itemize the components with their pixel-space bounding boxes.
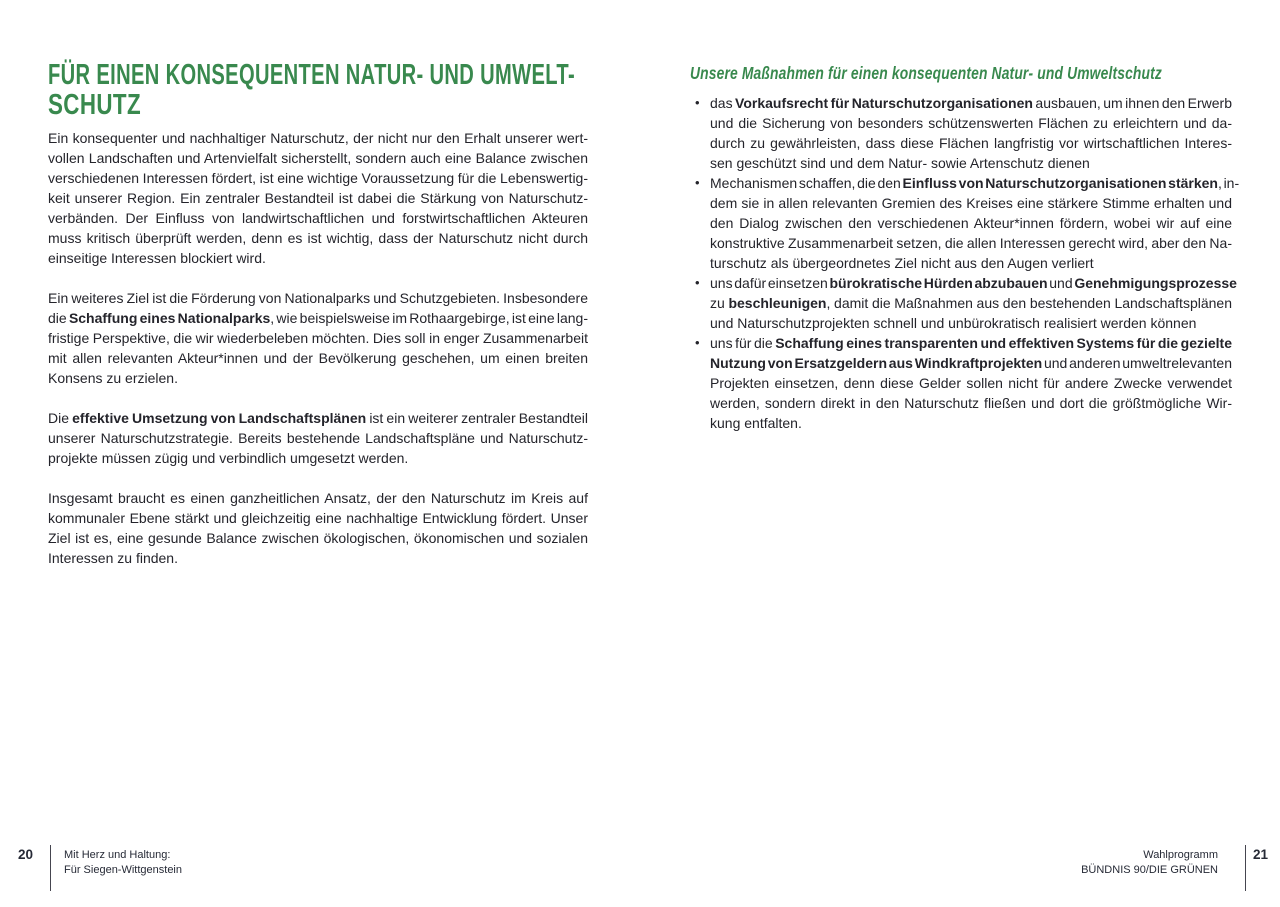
page-number-right: 21 (1253, 847, 1269, 862)
measures-subheading (690, 63, 1232, 83)
text-line: verbänden. Der Einfluss von landwirtschaftlichen und forstwirtschaftlichen Akteuren (48, 210, 588, 226)
page-title-text-1: FÜR EINEN KONSEQUENTEN NATUR- UND UMWELT- (48, 59, 575, 91)
footer-right-line-2: BÜNDNIS 90/DIE GRÜNEN (1081, 864, 1218, 876)
footer-left-line-1: Mit Herz und Haltung: (64, 849, 171, 861)
page-title (48, 60, 608, 120)
page-title-text-2: SCHUTZ (48, 89, 141, 121)
bullet-marker: • (695, 275, 700, 290)
paragraph (48, 288, 588, 388)
text-line: fristige Perspektive, die wir wiederbeleben möchten. Dies soll in enger Zusammenarbeit (48, 330, 588, 346)
footer-divider-right (1245, 845, 1246, 891)
bullet-marker: • (695, 335, 700, 350)
text-line: sen geschützt sind und dem Natur- sowie Artenschutz dienen (710, 155, 1090, 171)
text-line: turschutz als übergeordnetes Ziel nicht aus den Augen verliert (710, 255, 1094, 271)
footer-divider-left (50, 845, 51, 891)
footer-right-line-1: Wahlprogramm (1143, 849, 1218, 861)
page-title-line-2 (48, 90, 608, 120)
text-line: Ein konsequenter und nachhaltiger Naturschutz, der nicht nur den Erhalt unserer wert- (48, 130, 588, 146)
footer-right (1081, 848, 1218, 878)
bullet-item (690, 273, 1237, 333)
text-line: verschiedenen Interessen fördert, ist eine wichtige Voraussetzung für die Lebenswertig- (48, 170, 588, 186)
text-line: kommunaler Ebene stärkt und gleichzeitig eine nachhaltige Entwicklung fördert. Unser (48, 510, 588, 526)
page-title-line-1 (48, 60, 608, 90)
bullet-item (690, 173, 1240, 273)
bullet-item (690, 93, 1232, 173)
paragraph (48, 488, 588, 568)
page-number-left: 20 (18, 847, 34, 862)
text-line: Projekten einsetzen, denn diese Gelder sollen nicht für andere Zwecke verwendet (710, 375, 1232, 391)
text-line: mit allen relevanten Akteur*innen und der Bevölkerung geschehen, um einen breiten (48, 350, 588, 366)
text-line: Die effektive Umsetzung von Landschaftsplänen ist ein weiterer zentraler Bestandteil (48, 410, 588, 426)
text-line: uns für die Schaffung eines transparenten und effektiven Systems für die gezielte (710, 335, 1232, 351)
text-line: Konsens zu erzielen. (48, 370, 178, 386)
text-line: keit unserer Region. Ein zentraler Bestandteil ist dabei die Stärkung von Naturschutz- (48, 190, 588, 206)
footer-left (64, 848, 182, 878)
text-line: Nutzung von Ersatzgeldern aus Windkraftprojekten und anderen umweltrelevanten (710, 355, 1232, 371)
text-line: Ein weiteres Ziel ist die Förderung von Nationalparks und Schutzgebieten. Insbesondere (48, 290, 588, 306)
text-line: dem sie in allen relevanten Gremien des Kreises eine stärkere Stimme erhalten und (710, 195, 1232, 211)
left-body-text (48, 128, 588, 588)
text-line: projekte müssen zügig und verbindlich umgesetzt werden. (48, 450, 409, 466)
text-line: den Dialog zwischen den verschiedenen Akteur*innen fördern, wobei wir auf eine (710, 215, 1232, 231)
text-line: durch zu gewährleisten, dass diese Flächen langfristig vor wirtschaftlichen Interes- (710, 135, 1232, 151)
measures-bullet-list (690, 93, 1240, 433)
text-line: uns dafür einsetzen bürokratische Hürden abzubauen und Genehmigungsprozesse (710, 275, 1237, 291)
bullet-marker: • (695, 95, 700, 110)
text-line: vollen Landschaften und Artenvielfalt sicherstellt, sondern auch eine Balance zwischen (48, 150, 588, 166)
paragraph (48, 128, 588, 268)
text-line: und die Sicherung von besonders schützenswerten Flächen zu erleichtern und da- (710, 115, 1232, 131)
measures-subheading-text: Unsere Maßnahmen für einen konsequenten Natur- und Umweltschutz (690, 63, 1162, 83)
footer-left-line-2: Für Siegen-Wittgenstein (64, 864, 182, 876)
text-line: kung entfalten. (710, 415, 802, 431)
text-line: unserer Naturschutzstrategie. Bereits bestehende Landschaftspläne und Naturschutz- (48, 430, 588, 446)
text-line: einseitige Interessen blockiert wird. (48, 250, 266, 266)
text-line: muss kritisch überprüft werden, denn es ist wichtig, dass der Naturschutz nicht durch (48, 230, 588, 246)
text-line: Mechanismen schaffen, die den Einfluss von Naturschutzorganisationen stärken, in- (710, 175, 1240, 191)
text-line: werden, sondern direkt in den Naturschutz fließen und dort die größtmögliche Wir- (710, 395, 1232, 411)
text-line: die Schaffung eines Nationalparks, wie beispielsweise im Rothaargebirge, ist eine lang- (48, 310, 588, 326)
text-line: zu beschleunigen, damit die Maßnahmen aus den bestehenden Landschaftsplänen (710, 295, 1232, 311)
text-line: Interessen zu finden. (48, 550, 178, 566)
text-line: konstruktive Zusammenarbeit setzen, die allen Interessen gerecht wird, aber den Na- (710, 235, 1232, 251)
text-line: Ziel ist es, eine gesunde Balance zwischen ökologischen, ökonomischen und sozialen (48, 530, 588, 546)
text-line: und Naturschutzprojekten schnell und unbürokratisch realisiert werden können (710, 315, 1197, 331)
paragraph (48, 408, 588, 468)
text-line: Insgesamt braucht es einen ganzheitlichen Ansatz, der den Naturschutz im Kreis auf (48, 490, 588, 506)
right-column (690, 63, 1240, 433)
bullet-marker: • (695, 175, 700, 190)
bullet-item (690, 333, 1232, 433)
text-line: das Vorkaufsrecht für Naturschutzorganisationen ausbauen, um ihnen den Erwerb (710, 95, 1233, 111)
